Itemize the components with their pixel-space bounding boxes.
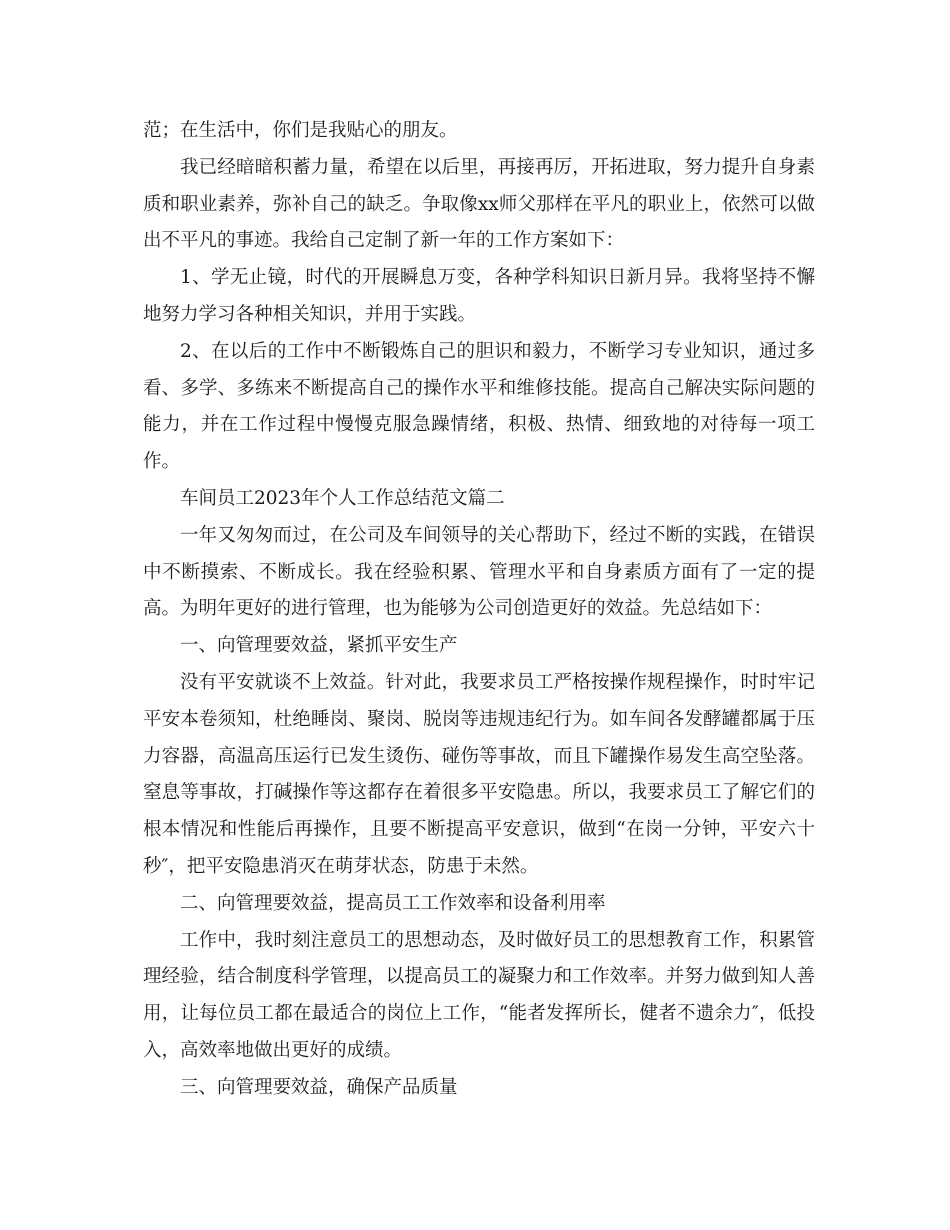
- heading-safety-production: 一、向管理要效益，紧抓平安生产: [180, 635, 458, 657]
- document-body: [143, 113, 815, 1107]
- paragraph-plan-item-1: 1、学无止镜，时代的开展瞬息万变，各种学科知识日新月异。我将坚持不懈地努力学习各种相关知识，并用于实践。: [143, 267, 815, 325]
- heading-work-efficiency: 二、向管理要效益，提高员工工作效率和设备利用率: [180, 892, 606, 914]
- paragraph-safety: 没有平安就谈不上效益。针对此，我要求员工严格按操作规程操作，时时牢记平安本卷须知，杜绝睡岗、聚岗、脱岗等违规违纪行为。如车间各发酵罐都属于压力容器，高温高压运行已发生烫伤、碰伤等事故，而且下罐操作易发生高空坠落。窒息等事故，打碱操作等这都存在着很多平安隐患。所以，我要求员工了解它们的根本情况和性能后再操作，且要不断提高平安意识，做到“在岗一分钟，平安六十秒″，把平安隐患消灭在萌芽状态，防患于未然。: [143, 671, 815, 877]
- heading-product-quality: 三、向管理要效益，确保产品质量: [180, 1076, 458, 1098]
- paragraph-year-summary: 一年又匆匆而过，在公司及车间领导的关心帮助下，经过不断的实践，在错误中不断摸索、不断成长。我在经验积累、管理水平和自身素质方面有了一定的提高。为明年更好的进行管理，也为能够为公司创造更好的效益。先总结如下：: [143, 524, 815, 620]
- paragraph-continuation: 范；在生活中，你们是我贴心的朋友。: [143, 120, 458, 141]
- paragraph-self-improvement: 我已经暗暗积蓄力量，希望在以后里，再接再厉，开拓进取，努力提升自身素质和职业素养，弥补自己的缺乏。争取像xx师父那样在平凡的职业上，依然可以做出不平凡的事迹。我给自己定制了新一年的工作方案如下：: [143, 156, 815, 252]
- paragraph-efficiency: 工作中，我时刻注意员工的思想动态，及时做好员工的思想教育工作，积累管理经验，结合制度科学管理，以提高员工的凝聚力和工作效率。并努力做到知人善用，让每位员工都在最适合的岗位上工作，“能者发挥所长，健者不遗余力″，低投入，高效率地做出更好的成绩。: [143, 929, 815, 1061]
- section-title-part-two: 车间员工2023年个人工作总结范文篇二: [180, 487, 505, 509]
- paragraph-plan-item-2: 2、在以后的工作中不断锻炼自己的胆识和毅力，不断学习专业知识，通过多看、多学、多练来不断提高自己的操作水平和维修技能。提高自己解决实际问题的能力，并在工作过程中慢慢克服急躁情绪，积极、热情、细致地的对待每一项工作。: [143, 340, 815, 473]
